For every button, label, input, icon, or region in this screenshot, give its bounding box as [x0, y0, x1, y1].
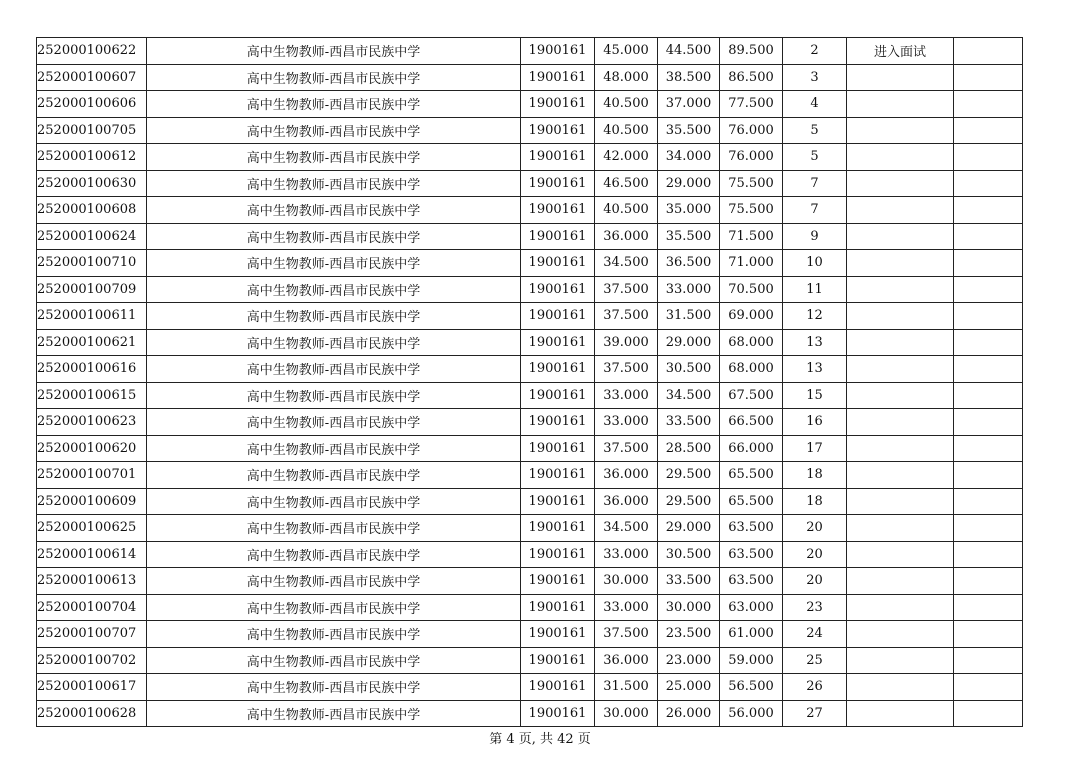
note-cell: [847, 382, 954, 409]
position-cell: 高中生物教师-西昌市民族中学: [147, 674, 521, 701]
score-2-cell: 44.500: [658, 38, 720, 65]
position-cell: 高中生物教师-西昌市民族中学: [147, 276, 521, 303]
table-row: [37, 144, 1023, 171]
candidate-id-cell: 252000100710: [37, 250, 147, 277]
score-1-cell: 42.000: [595, 144, 658, 171]
score-1-cell: 37.500: [595, 356, 658, 383]
position-code-cell: 1900161: [521, 435, 595, 462]
position-code-cell: 1900161: [521, 329, 595, 356]
candidate-id-cell: 252000100606: [37, 91, 147, 118]
score-2-cell: 35.500: [658, 223, 720, 250]
total-score-cell: 65.500: [720, 488, 783, 515]
candidate-id-cell: 252000100608: [37, 197, 147, 224]
note-cell: [847, 488, 954, 515]
total-score-cell: 65.500: [720, 462, 783, 489]
remark-cell: [954, 700, 1023, 727]
remark-cell: [954, 329, 1023, 356]
remark-cell: [954, 409, 1023, 436]
table-row: [37, 621, 1023, 648]
table-row: [37, 223, 1023, 250]
position-cell: 高中生物教师-西昌市民族中学: [147, 197, 521, 224]
rank-cell: 7: [783, 170, 847, 197]
total-score-cell: 56.500: [720, 674, 783, 701]
rank-cell: 27: [783, 700, 847, 727]
table-row: [37, 568, 1023, 595]
remark-cell: [954, 356, 1023, 383]
position-code-cell: 1900161: [521, 621, 595, 648]
position-code-cell: 1900161: [521, 223, 595, 250]
table-row: [37, 515, 1023, 542]
score-1-cell: 34.500: [595, 515, 658, 542]
position-cell: 高中生物教师-西昌市民族中学: [147, 409, 521, 436]
candidate-id-cell: 252000100622: [37, 38, 147, 65]
note-cell: [847, 435, 954, 462]
position-code-cell: 1900161: [521, 594, 595, 621]
score-1-cell: 33.000: [595, 409, 658, 436]
score-2-cell: 33.500: [658, 568, 720, 595]
note-cell: [847, 568, 954, 595]
candidate-id-cell: 252000100709: [37, 276, 147, 303]
score-1-cell: 33.000: [595, 541, 658, 568]
score-1-cell: 45.000: [595, 38, 658, 65]
note-cell: [847, 64, 954, 91]
position-code-cell: 1900161: [521, 276, 595, 303]
position-cell: 高中生物教师-西昌市民族中学: [147, 329, 521, 356]
candidate-id-cell: 252000100704: [37, 594, 147, 621]
position-code-cell: 1900161: [521, 700, 595, 727]
score-1-cell: 33.000: [595, 382, 658, 409]
table-row: [37, 38, 1023, 65]
rank-cell: 13: [783, 329, 847, 356]
score-1-cell: 36.000: [595, 223, 658, 250]
rank-cell: 23: [783, 594, 847, 621]
total-score-cell: 59.000: [720, 647, 783, 674]
position-code-cell: 1900161: [521, 515, 595, 542]
note-cell: [847, 91, 954, 118]
note-cell: 进入面试: [847, 38, 954, 65]
position-code-cell: 1900161: [521, 409, 595, 436]
candidate-id-cell: 252000100630: [37, 170, 147, 197]
position-code-cell: 1900161: [521, 170, 595, 197]
score-1-cell: 46.500: [595, 170, 658, 197]
candidate-id-cell: 252000100705: [37, 117, 147, 144]
position-cell: 高中生物教师-西昌市民族中学: [147, 223, 521, 250]
position-code-cell: 1900161: [521, 541, 595, 568]
score-2-cell: 28.500: [658, 435, 720, 462]
position-cell: 高中生物教师-西昌市民族中学: [147, 647, 521, 674]
note-cell: [847, 647, 954, 674]
total-score-cell: 61.000: [720, 621, 783, 648]
note-cell: [847, 170, 954, 197]
note-cell: [847, 356, 954, 383]
remark-cell: [954, 594, 1023, 621]
rank-cell: 11: [783, 276, 847, 303]
score-1-cell: 30.000: [595, 568, 658, 595]
table-row: [37, 276, 1023, 303]
position-cell: 高中生物教师-西昌市民族中学: [147, 700, 521, 727]
score-1-cell: 33.000: [595, 594, 658, 621]
note-cell: [847, 250, 954, 277]
table-row: [37, 329, 1023, 356]
position-code-cell: 1900161: [521, 382, 595, 409]
note-cell: [847, 700, 954, 727]
table-row: [37, 647, 1023, 674]
score-2-cell: 34.500: [658, 382, 720, 409]
score-1-cell: 36.000: [595, 462, 658, 489]
score-1-cell: 30.000: [595, 700, 658, 727]
candidate-id-cell: 252000100617: [37, 674, 147, 701]
total-score-cell: 68.000: [720, 329, 783, 356]
note-cell: [847, 621, 954, 648]
remark-cell: [954, 435, 1023, 462]
position-cell: 高中生物教师-西昌市民族中学: [147, 382, 521, 409]
total-score-cell: 75.500: [720, 170, 783, 197]
table-row: [37, 435, 1023, 462]
table-row: [37, 170, 1023, 197]
rank-cell: 20: [783, 541, 847, 568]
position-code-cell: 1900161: [521, 356, 595, 383]
total-score-cell: 66.500: [720, 409, 783, 436]
remark-cell: [954, 64, 1023, 91]
note-cell: [847, 276, 954, 303]
candidate-id-cell: 252000100607: [37, 64, 147, 91]
total-score-cell: 71.500: [720, 223, 783, 250]
position-code-cell: 1900161: [521, 91, 595, 118]
score-2-cell: 23.000: [658, 647, 720, 674]
rank-cell: 10: [783, 250, 847, 277]
table-row: [37, 409, 1023, 436]
position-code-cell: 1900161: [521, 197, 595, 224]
total-score-cell: 63.500: [720, 568, 783, 595]
remark-cell: [954, 144, 1023, 171]
note-cell: [847, 223, 954, 250]
score-2-cell: 35.000: [658, 197, 720, 224]
position-cell: 高中生物教师-西昌市民族中学: [147, 303, 521, 330]
candidate-id-cell: 252000100702: [37, 647, 147, 674]
position-code-cell: 1900161: [521, 674, 595, 701]
score-table: [36, 37, 1023, 727]
position-cell: 高中生物教师-西昌市民族中学: [147, 515, 521, 542]
rank-cell: 15: [783, 382, 847, 409]
score-1-cell: 34.500: [595, 250, 658, 277]
remark-cell: [954, 38, 1023, 65]
total-score-cell: 67.500: [720, 382, 783, 409]
position-code-cell: 1900161: [521, 117, 595, 144]
total-score-cell: 66.000: [720, 435, 783, 462]
total-score-cell: 75.500: [720, 197, 783, 224]
rank-cell: 12: [783, 303, 847, 330]
total-score-cell: 76.000: [720, 144, 783, 171]
score-2-cell: 34.000: [658, 144, 720, 171]
rank-cell: 25: [783, 647, 847, 674]
rank-cell: 13: [783, 356, 847, 383]
score-1-cell: 40.500: [595, 197, 658, 224]
rank-cell: 9: [783, 223, 847, 250]
position-cell: 高中生物教师-西昌市民族中学: [147, 144, 521, 171]
position-cell: 高中生物教师-西昌市民族中学: [147, 568, 521, 595]
score-2-cell: 36.500: [658, 250, 720, 277]
candidate-id-cell: 252000100625: [37, 515, 147, 542]
total-score-cell: 63.500: [720, 541, 783, 568]
table-row: [37, 488, 1023, 515]
remark-cell: [954, 303, 1023, 330]
rank-cell: 4: [783, 91, 847, 118]
candidate-id-cell: 252000100707: [37, 621, 147, 648]
remark-cell: [954, 170, 1023, 197]
position-code-cell: 1900161: [521, 38, 595, 65]
score-1-cell: 40.500: [595, 117, 658, 144]
position-code-cell: 1900161: [521, 568, 595, 595]
score-2-cell: 30.500: [658, 356, 720, 383]
remark-cell: [954, 541, 1023, 568]
total-score-cell: 76.000: [720, 117, 783, 144]
position-cell: 高中生物教师-西昌市民族中学: [147, 117, 521, 144]
position-code-cell: 1900161: [521, 250, 595, 277]
page-footer: 第 4 页, 共 42 页: [489, 732, 591, 747]
position-code-cell: 1900161: [521, 64, 595, 91]
score-2-cell: 29.500: [658, 462, 720, 489]
total-score-cell: 68.000: [720, 356, 783, 383]
note-cell: [847, 303, 954, 330]
position-code-cell: 1900161: [521, 462, 595, 489]
position-cell: 高中生物教师-西昌市民族中学: [147, 488, 521, 515]
score-2-cell: 29.000: [658, 329, 720, 356]
note-cell: [847, 409, 954, 436]
remark-cell: [954, 674, 1023, 701]
total-score-cell: 63.500: [720, 515, 783, 542]
score-1-cell: 39.000: [595, 329, 658, 356]
table-row: [37, 117, 1023, 144]
rank-cell: 18: [783, 462, 847, 489]
candidate-id-cell: 252000100621: [37, 329, 147, 356]
table-row: [37, 91, 1023, 118]
score-2-cell: 33.000: [658, 276, 720, 303]
note-cell: [847, 329, 954, 356]
table-row: [37, 700, 1023, 727]
candidate-id-cell: 252000100628: [37, 700, 147, 727]
note-cell: [847, 117, 954, 144]
position-code-cell: 1900161: [521, 647, 595, 674]
score-1-cell: 48.000: [595, 64, 658, 91]
remark-cell: [954, 488, 1023, 515]
rank-cell: 20: [783, 568, 847, 595]
score-1-cell: 37.500: [595, 276, 658, 303]
remark-cell: [954, 250, 1023, 277]
table-row: [37, 250, 1023, 277]
rank-cell: 17: [783, 435, 847, 462]
table-row: [37, 594, 1023, 621]
candidate-id-cell: 252000100701: [37, 462, 147, 489]
position-cell: 高中生物教师-西昌市民族中学: [147, 356, 521, 383]
note-cell: [847, 515, 954, 542]
total-score-cell: 71.000: [720, 250, 783, 277]
rank-cell: 2: [783, 38, 847, 65]
score-1-cell: 37.500: [595, 303, 658, 330]
note-cell: [847, 594, 954, 621]
note-cell: [847, 144, 954, 171]
table-row: [37, 64, 1023, 91]
score-1-cell: 40.500: [595, 91, 658, 118]
score-2-cell: 31.500: [658, 303, 720, 330]
total-score-cell: 77.500: [720, 91, 783, 118]
remark-cell: [954, 568, 1023, 595]
score-1-cell: 36.000: [595, 647, 658, 674]
total-score-cell: 69.000: [720, 303, 783, 330]
remark-cell: [954, 276, 1023, 303]
remark-cell: [954, 117, 1023, 144]
position-cell: 高中生物教师-西昌市民族中学: [147, 594, 521, 621]
total-score-cell: 89.500: [720, 38, 783, 65]
position-cell: 高中生物教师-西昌市民族中学: [147, 250, 521, 277]
score-2-cell: 26.000: [658, 700, 720, 727]
position-code-cell: 1900161: [521, 144, 595, 171]
remark-cell: [954, 462, 1023, 489]
candidate-id-cell: 252000100611: [37, 303, 147, 330]
candidate-id-cell: 252000100614: [37, 541, 147, 568]
table-row: [37, 541, 1023, 568]
candidate-id-cell: 252000100615: [37, 382, 147, 409]
score-2-cell: 35.500: [658, 117, 720, 144]
candidate-id-cell: 252000100616: [37, 356, 147, 383]
rank-cell: 3: [783, 64, 847, 91]
table-row: [37, 303, 1023, 330]
note-cell: [847, 541, 954, 568]
remark-cell: [954, 621, 1023, 648]
rank-cell: 5: [783, 144, 847, 171]
total-score-cell: 63.000: [720, 594, 783, 621]
position-cell: 高中生物教师-西昌市民族中学: [147, 91, 521, 118]
position-cell: 高中生物教师-西昌市民族中学: [147, 38, 521, 65]
note-cell: [847, 462, 954, 489]
score-2-cell: 37.000: [658, 91, 720, 118]
rank-cell: 16: [783, 409, 847, 436]
score-1-cell: 37.500: [595, 435, 658, 462]
score-1-cell: 31.500: [595, 674, 658, 701]
total-score-cell: 56.000: [720, 700, 783, 727]
remark-cell: [954, 515, 1023, 542]
rank-cell: 7: [783, 197, 847, 224]
note-cell: [847, 674, 954, 701]
remark-cell: [954, 91, 1023, 118]
candidate-id-cell: 252000100612: [37, 144, 147, 171]
candidate-id-cell: 252000100609: [37, 488, 147, 515]
position-code-cell: 1900161: [521, 488, 595, 515]
remark-cell: [954, 647, 1023, 674]
score-2-cell: 25.000: [658, 674, 720, 701]
table-row: [37, 462, 1023, 489]
position-cell: 高中生物教师-西昌市民族中学: [147, 541, 521, 568]
remark-cell: [954, 197, 1023, 224]
total-score-cell: 70.500: [720, 276, 783, 303]
candidate-id-cell: 252000100624: [37, 223, 147, 250]
candidate-id-cell: 252000100620: [37, 435, 147, 462]
position-cell: 高中生物教师-西昌市民族中学: [147, 435, 521, 462]
position-cell: 高中生物教师-西昌市民族中学: [147, 170, 521, 197]
total-score-cell: 86.500: [720, 64, 783, 91]
table-row: [37, 356, 1023, 383]
score-2-cell: 23.500: [658, 621, 720, 648]
remark-cell: [954, 382, 1023, 409]
score-2-cell: 29.000: [658, 170, 720, 197]
candidate-id-cell: 252000100613: [37, 568, 147, 595]
score-2-cell: 38.500: [658, 64, 720, 91]
score-1-cell: 36.000: [595, 488, 658, 515]
table-body: [37, 38, 1023, 727]
rank-cell: 20: [783, 515, 847, 542]
score-2-cell: 29.500: [658, 488, 720, 515]
rank-cell: 24: [783, 621, 847, 648]
rank-cell: 18: [783, 488, 847, 515]
position-code-cell: 1900161: [521, 303, 595, 330]
score-2-cell: 29.000: [658, 515, 720, 542]
table-row: [37, 197, 1023, 224]
candidate-id-cell: 252000100623: [37, 409, 147, 436]
table-row: [37, 382, 1023, 409]
position-cell: 高中生物教师-西昌市民族中学: [147, 621, 521, 648]
position-cell: 高中生物教师-西昌市民族中学: [147, 462, 521, 489]
score-1-cell: 37.500: [595, 621, 658, 648]
note-cell: [847, 197, 954, 224]
position-cell: 高中生物教师-西昌市民族中学: [147, 64, 521, 91]
score-2-cell: 30.500: [658, 541, 720, 568]
score-2-cell: 33.500: [658, 409, 720, 436]
table-row: [37, 674, 1023, 701]
score-2-cell: 30.000: [658, 594, 720, 621]
remark-cell: [954, 223, 1023, 250]
rank-cell: 26: [783, 674, 847, 701]
rank-cell: 5: [783, 117, 847, 144]
